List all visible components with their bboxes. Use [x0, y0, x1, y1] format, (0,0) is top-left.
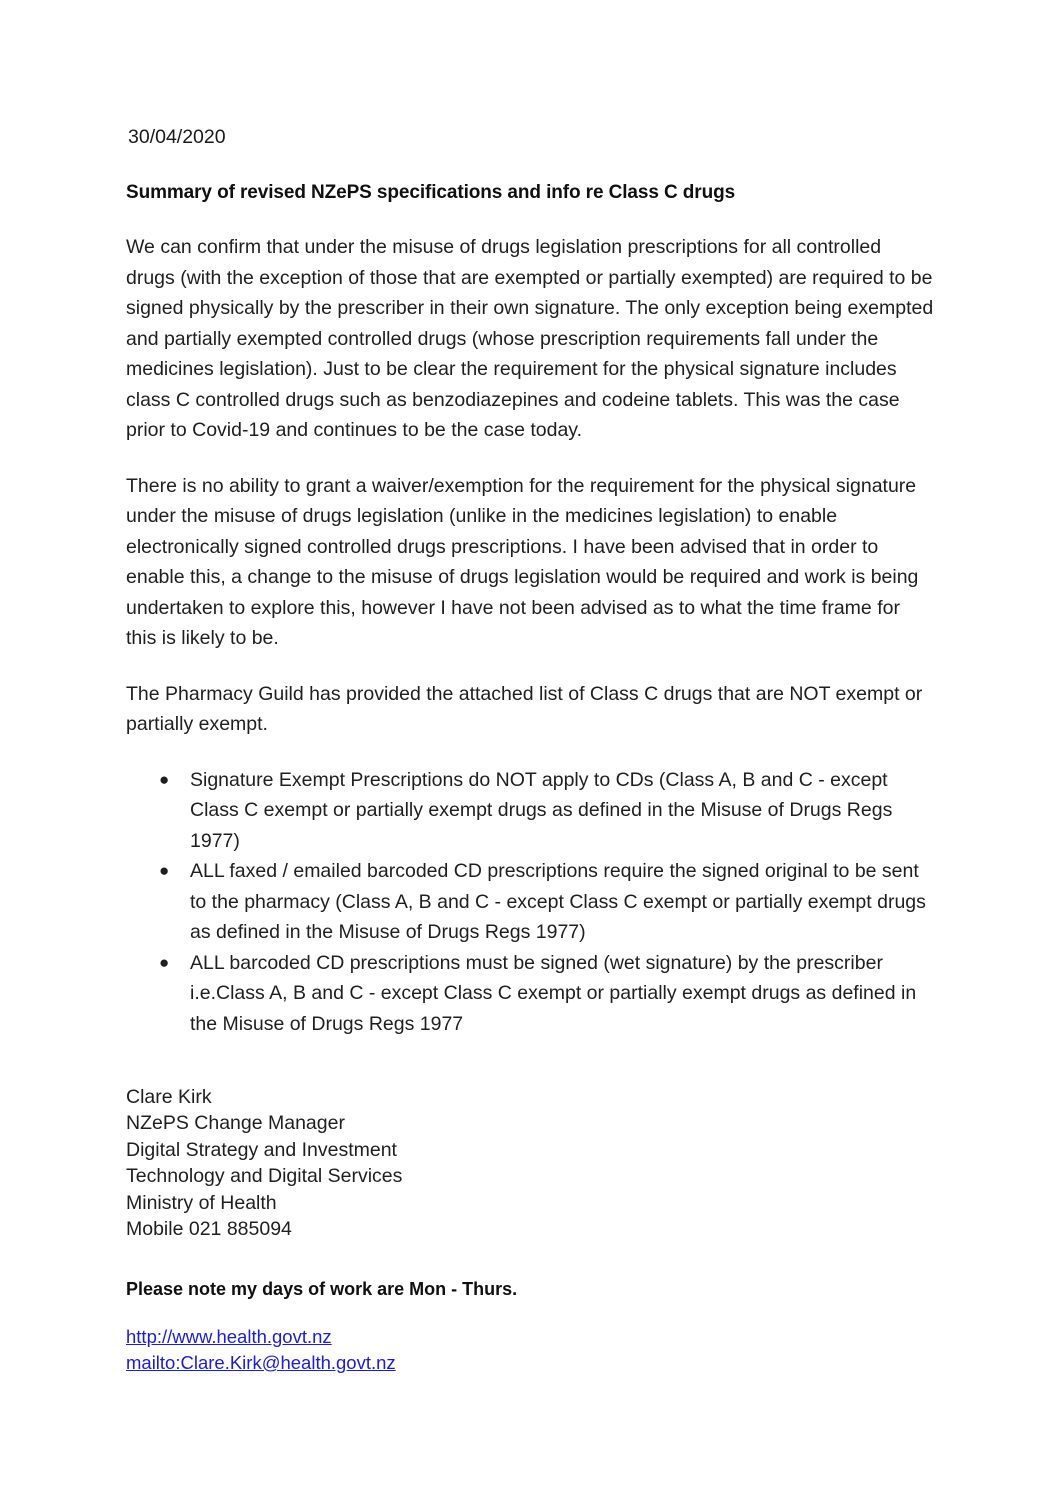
- list-item: [126, 856, 934, 948]
- document-date: 30/04/2020: [128, 126, 226, 148]
- website-link[interactable]: http://www.health.govt.nz: [126, 1326, 332, 1348]
- paragraph-3: The Pharmacy Guild has provided the attached list of Class C drugs that are NOT exempt or partially exempt.: [126, 682, 923, 735]
- list-item-text: ALL faxed / emailed barcoded CD prescriptions require the signed original to be sent to the pharmacy (Class A, B and C - except Class C exempt or partially exempt drugs as defined in the Misuse of Drugs Regs 1977): [190, 860, 926, 943]
- email-link-line: [126, 1350, 934, 1376]
- requirements-list: [126, 765, 934, 1040]
- list-item: [126, 765, 934, 857]
- availability-note: Please note my days of work are Mon - Thurs.: [126, 1279, 518, 1300]
- signature-role: NZePS Change Manager: [126, 1112, 345, 1135]
- signature-mobile: Mobile 021 885094: [126, 1218, 292, 1241]
- paragraph-2: There is no ability to grant a waiver/exemption for the requirement for the physical signature under the misuse of drugs legislation (unlike in the medicines legislation) to enable electronically signed controlled drugs prescriptions. I have been advised that in order to enable this, a change to the misuse of drugs legislation would be required and work is being undertaken to explore this, however I have not been advised as to what the time frame for this is likely to be.: [126, 474, 919, 649]
- bullet-disc-icon: ●: [159, 952, 170, 972]
- signature-group: Technology and Digital Services: [126, 1165, 403, 1188]
- document-body: [126, 124, 934, 1375]
- signature-division: Digital Strategy and Investment: [126, 1138, 397, 1161]
- signature-name: Clare Kirk: [126, 1086, 212, 1108]
- list-item-text: Signature Exempt Prescriptions do NOT apply to CDs (Class A, B and C - except Class C exempt or partially exempt drugs as defined in the Misuse of Drugs Regs 1977): [190, 768, 893, 852]
- bullet-disc-icon: ●: [159, 769, 170, 789]
- signature-block: [126, 1084, 934, 1242]
- list-item-text: ALL barcoded CD prescriptions must be signed (wet signature) by the prescriber i.e.Class A, B and C - except Class C exempt or partially exempt drugs as defined in the Misuse of Drugs Regs 1977: [190, 951, 917, 1035]
- website-link-line: [126, 1324, 934, 1350]
- document-heading: Summary of revised NZePS specifications and info re Class C drugs: [126, 182, 736, 203]
- bullet-disc-icon: ●: [159, 861, 170, 880]
- list-item: [126, 948, 934, 1040]
- email-link[interactable]: mailto:Clare.Kirk@health.govt.nz: [126, 1351, 396, 1373]
- signature-organisation: Ministry of Health: [126, 1191, 277, 1214]
- paragraph-1: We can confirm that under the misuse of drugs legislation prescriptions for all controlled drugs (with the exception of those that are exempted or partially exempted) are required to be signed physically by the prescriber in their own signature. The only exception being exempted and partially exempted controlled drugs (whose prescription requirements fall under the medicines legislation). Just to be clear the requirement for the physical signature includes class C controlled drugs such as benzodiazepines and codeine tablets. This was the case prior to Covid-19 and continues to be the case today.: [126, 236, 934, 441]
